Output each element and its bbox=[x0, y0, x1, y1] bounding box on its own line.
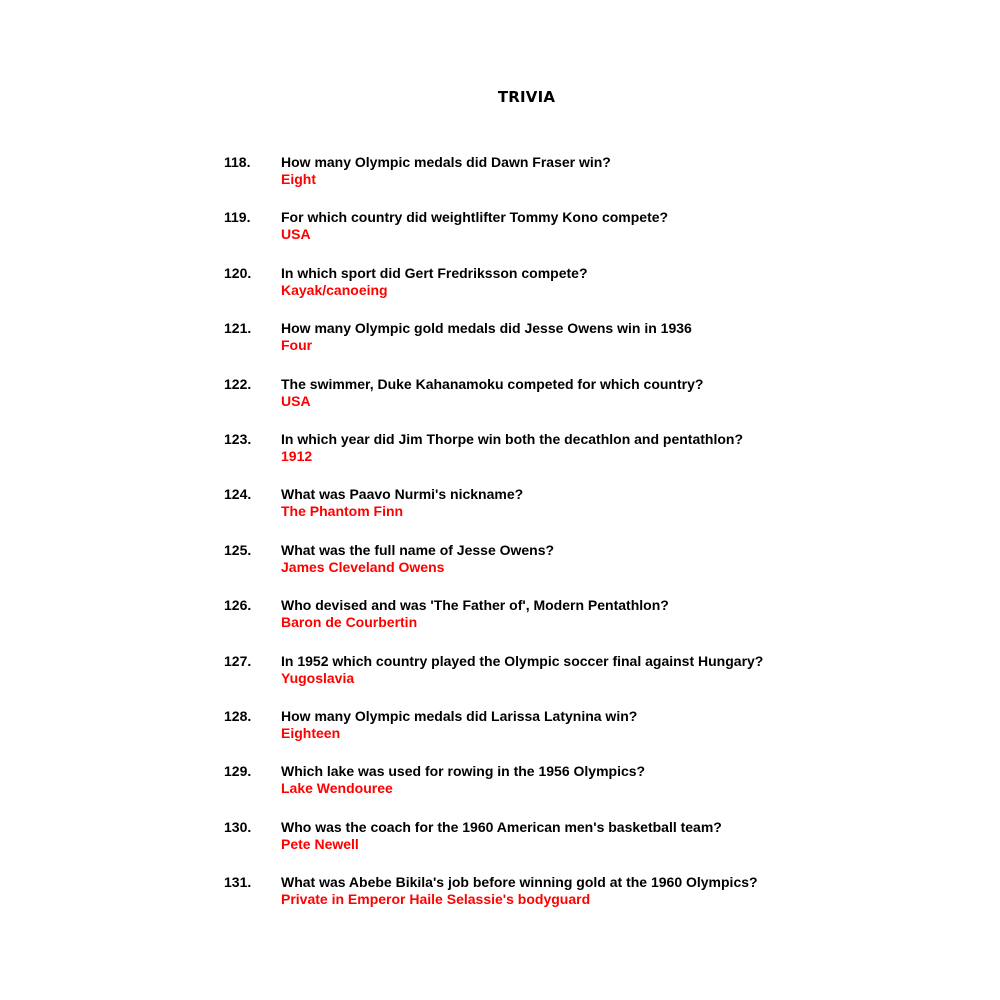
answer-text: USA bbox=[281, 392, 311, 409]
list-item bbox=[224, 486, 844, 541]
question-text: Who was the coach for the 1960 American men's basketball team? bbox=[281, 818, 722, 835]
question-number: 127. bbox=[224, 652, 252, 669]
answer-text: Yugoslavia bbox=[281, 669, 355, 686]
answer-text: James Cleveland Owens bbox=[281, 558, 445, 575]
answer-text: Pete Newell bbox=[281, 835, 359, 852]
question-number: 121. bbox=[224, 320, 252, 337]
question-text: For which country did weightlifter Tommy Kono compete? bbox=[281, 209, 669, 226]
question-text: What was the full name of Jesse Owens? bbox=[281, 541, 555, 558]
question-number: 118. bbox=[224, 154, 251, 170]
list-item bbox=[224, 320, 844, 375]
question-list bbox=[224, 154, 844, 929]
question-text: Which lake was used for rowing in the 1956 Olympics? bbox=[281, 763, 646, 780]
question-number: 123. bbox=[224, 430, 252, 447]
question-number: 128. bbox=[224, 707, 252, 724]
list-item bbox=[224, 763, 844, 818]
question-number: 125. bbox=[224, 541, 252, 558]
answer-text: Four bbox=[281, 337, 313, 354]
question-text: What was Paavo Nurmi's nickname? bbox=[281, 486, 524, 503]
answer-text: Eighteen bbox=[281, 724, 341, 741]
question-text: The swimmer, Duke Kahanamoku competed for which country? bbox=[281, 375, 704, 392]
question-number: 124. bbox=[224, 486, 252, 503]
page-title: TRIVIA bbox=[497, 88, 556, 106]
list-item bbox=[224, 265, 844, 320]
list-item bbox=[224, 653, 844, 708]
question-text: In which year did Jim Thorpe win both the decathlon and pentathlon? bbox=[281, 430, 744, 447]
question-number: 122. bbox=[224, 375, 252, 392]
list-item bbox=[224, 154, 844, 209]
answer-text: Eight bbox=[281, 171, 316, 187]
list-item bbox=[224, 874, 844, 929]
list-item bbox=[224, 542, 844, 597]
list-item bbox=[224, 597, 844, 652]
question-text: What was Abebe Bikila's job before winning gold at the 1960 Olympics? bbox=[281, 874, 758, 891]
question-number: 131. bbox=[224, 874, 252, 891]
list-item bbox=[224, 819, 844, 874]
answer-text: The Phantom Finn bbox=[281, 503, 404, 520]
question-number: 129. bbox=[224, 763, 252, 780]
answer-text: USA bbox=[281, 226, 311, 243]
question-text: In which sport did Gert Fredriksson compete? bbox=[281, 264, 588, 281]
list-item bbox=[224, 376, 844, 431]
answer-text: Lake Wendouree bbox=[281, 780, 393, 797]
question-number: 119. bbox=[224, 209, 251, 226]
question-text: Who devised and was 'The Father of', Modern Pentathlon? bbox=[281, 597, 669, 614]
question-text: How many Olympic medals did Dawn Fraser win? bbox=[281, 154, 611, 170]
list-item bbox=[224, 209, 844, 264]
answer-text: Private in Emperor Haile Selassie's bodyguard bbox=[281, 891, 591, 908]
question-number: 130. bbox=[224, 818, 252, 835]
answer-text: 1912 bbox=[281, 447, 313, 464]
question-number: 126. bbox=[224, 597, 252, 614]
list-item bbox=[224, 708, 844, 763]
list-item bbox=[224, 431, 844, 486]
question-text: How many Olympic gold medals did Jesse Owens win in 1936 bbox=[281, 320, 692, 337]
answer-text: Kayak/canoeing bbox=[281, 281, 388, 298]
question-text: In 1952 which country played the Olympic soccer final against Hungary? bbox=[281, 652, 764, 669]
question-number: 120. bbox=[224, 264, 252, 281]
question-text: How many Olympic medals did Larissa Latynina win? bbox=[281, 707, 638, 724]
answer-text: Baron de Courbertin bbox=[281, 614, 418, 631]
